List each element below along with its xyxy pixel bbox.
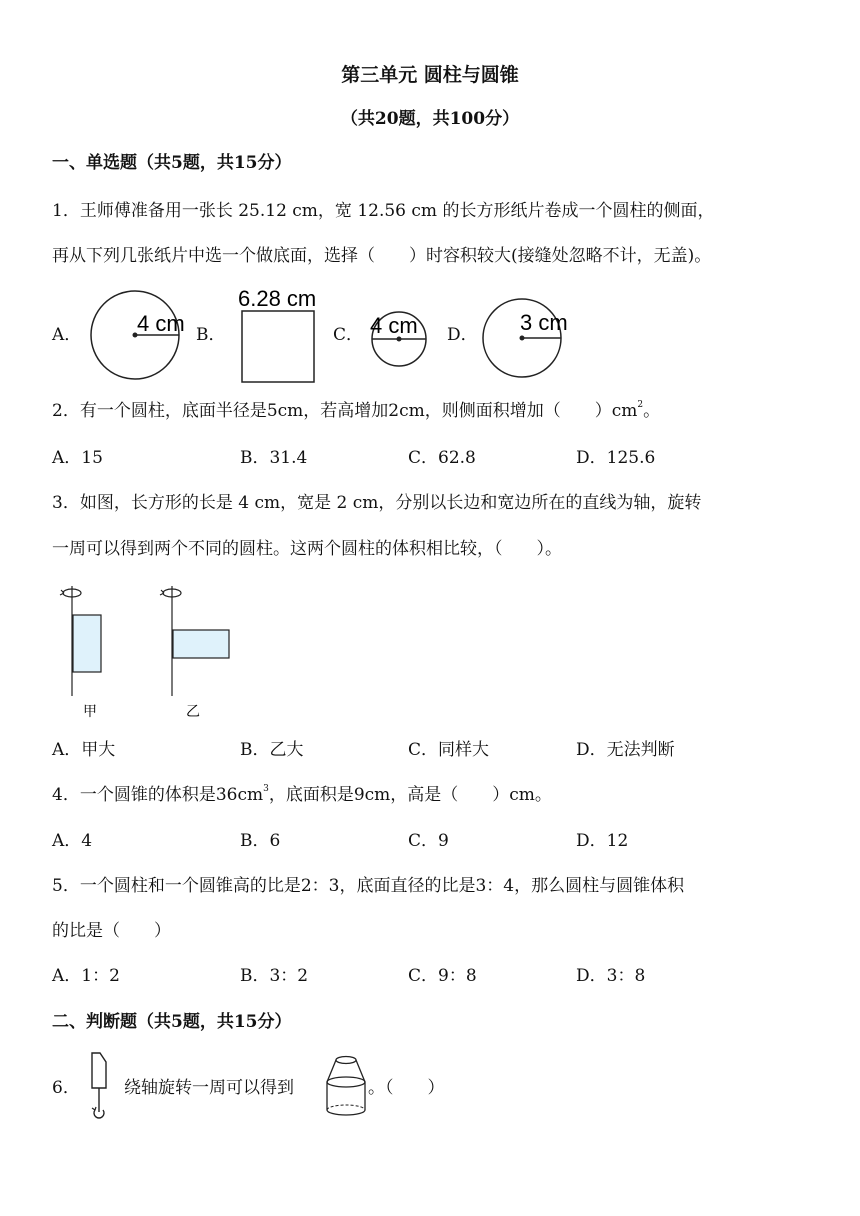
- q6-end-text: 。（ ）: [368, 1078, 445, 1098]
- q1-figure-a-circle: [86, 290, 186, 380]
- q1-figure-d-label: 3 cm: [520, 310, 568, 335]
- q3-option-c: C．同样大: [408, 740, 490, 760]
- q4-text-b: ，底面积是9cm，高是（ ）cm。: [268, 785, 552, 805]
- section1-heading: 一、单选题（共5题，共15分）: [52, 153, 292, 173]
- q1-option-d-label: D．: [447, 325, 478, 345]
- q5-option-c: C．9：8: [408, 966, 477, 986]
- q1-option-b-label: B．: [196, 325, 226, 345]
- q4-option-d: D．12: [576, 831, 629, 851]
- q5-line1: 5．一个圆柱和一个圆锥高的比是2：3，底面直径的比是3：4，那么圆柱与圆锥体积: [52, 876, 685, 896]
- section2-heading: 二、判断题（共5题，共15分）: [52, 1012, 292, 1032]
- q3-figure-yi-label: 乙: [186, 704, 200, 720]
- q2-line1: [52, 400, 661, 421]
- q1-figure-d-circle: [480, 296, 570, 380]
- q4-superscript: 3: [263, 784, 269, 794]
- q3-figure-jia-label: 甲: [83, 704, 97, 720]
- q2-option-b: B．31.4: [240, 448, 308, 468]
- q1-line2: 再从下列几张纸片中选一个做底面，选择（ ）时容积较大(接缝处忽略不计，无盖)。: [52, 246, 712, 266]
- q2-end: 。: [643, 401, 661, 421]
- q3-option-b: B．乙大: [240, 740, 304, 760]
- q1-option-a-label: A．: [52, 325, 82, 345]
- q3-figure-jia: [56, 582, 116, 722]
- q1-figure-b-square: [236, 286, 326, 384]
- q4-option-b: B．6: [240, 831, 281, 851]
- q3-option-d: D．无法判断: [576, 740, 675, 760]
- q3-line1: 3．如图，长方形的长是 4 cm，宽是 2 cm，分别以长边和宽边所在的直线为轴，旋转: [52, 493, 702, 513]
- q1-figure-b-label: 6.28 cm: [238, 286, 317, 311]
- q5-option-a: A．1：2: [52, 966, 120, 986]
- q1-figure-a-label: 4 cm: [137, 311, 185, 336]
- q3-line2: 一周可以得到两个不同的圆柱。这两个圆柱的体积相比较，（ ）。: [52, 539, 562, 559]
- q1-figure-c-circle: [368, 308, 432, 372]
- q6-middle-text: 绕轴旋转一周可以得到: [124, 1078, 294, 1098]
- q1-option-c-label: C．: [333, 325, 364, 345]
- q2-superscript: 2: [637, 400, 644, 410]
- q1-figure-c-label: 4 cm: [370, 313, 418, 338]
- q2-option-a: A．15: [52, 448, 103, 468]
- q5-line2: 的比是（ ）: [52, 921, 171, 941]
- q4-text-a: 4．一个圆锥的体积是36cm: [52, 785, 264, 805]
- q1-line1: 1．王师傅准备用一张长 25.12 cm，宽 12.56 cm 的长方形纸片卷成一个圆柱的侧面，: [52, 201, 715, 221]
- q5-option-d: D．3：8: [576, 966, 646, 986]
- q4-option-a: A．4: [52, 831, 93, 851]
- page-title: 第三单元 圆柱与圆锥: [341, 64, 519, 86]
- q6-shape-figure: [86, 1050, 122, 1124]
- q5-option-b: B．3：2: [240, 966, 309, 986]
- q4-option-c: C．9: [408, 831, 449, 851]
- q3-option-a: A．甲大: [52, 740, 116, 760]
- q2-text: 2．有一个圆柱，底面半径是5cm，若高增加2cm，则侧面积增加（ ）cm: [52, 401, 638, 421]
- page-subtitle: （共20题，共100分）: [340, 109, 520, 129]
- q6-solid-figure: [322, 1052, 372, 1122]
- q4-line1: [52, 784, 552, 805]
- q3-figure-yi: [154, 582, 244, 722]
- q2-option-c: C．62.8: [408, 448, 476, 468]
- q2-option-d: D．125.6: [576, 448, 656, 468]
- q6-number: 6．: [52, 1078, 80, 1098]
